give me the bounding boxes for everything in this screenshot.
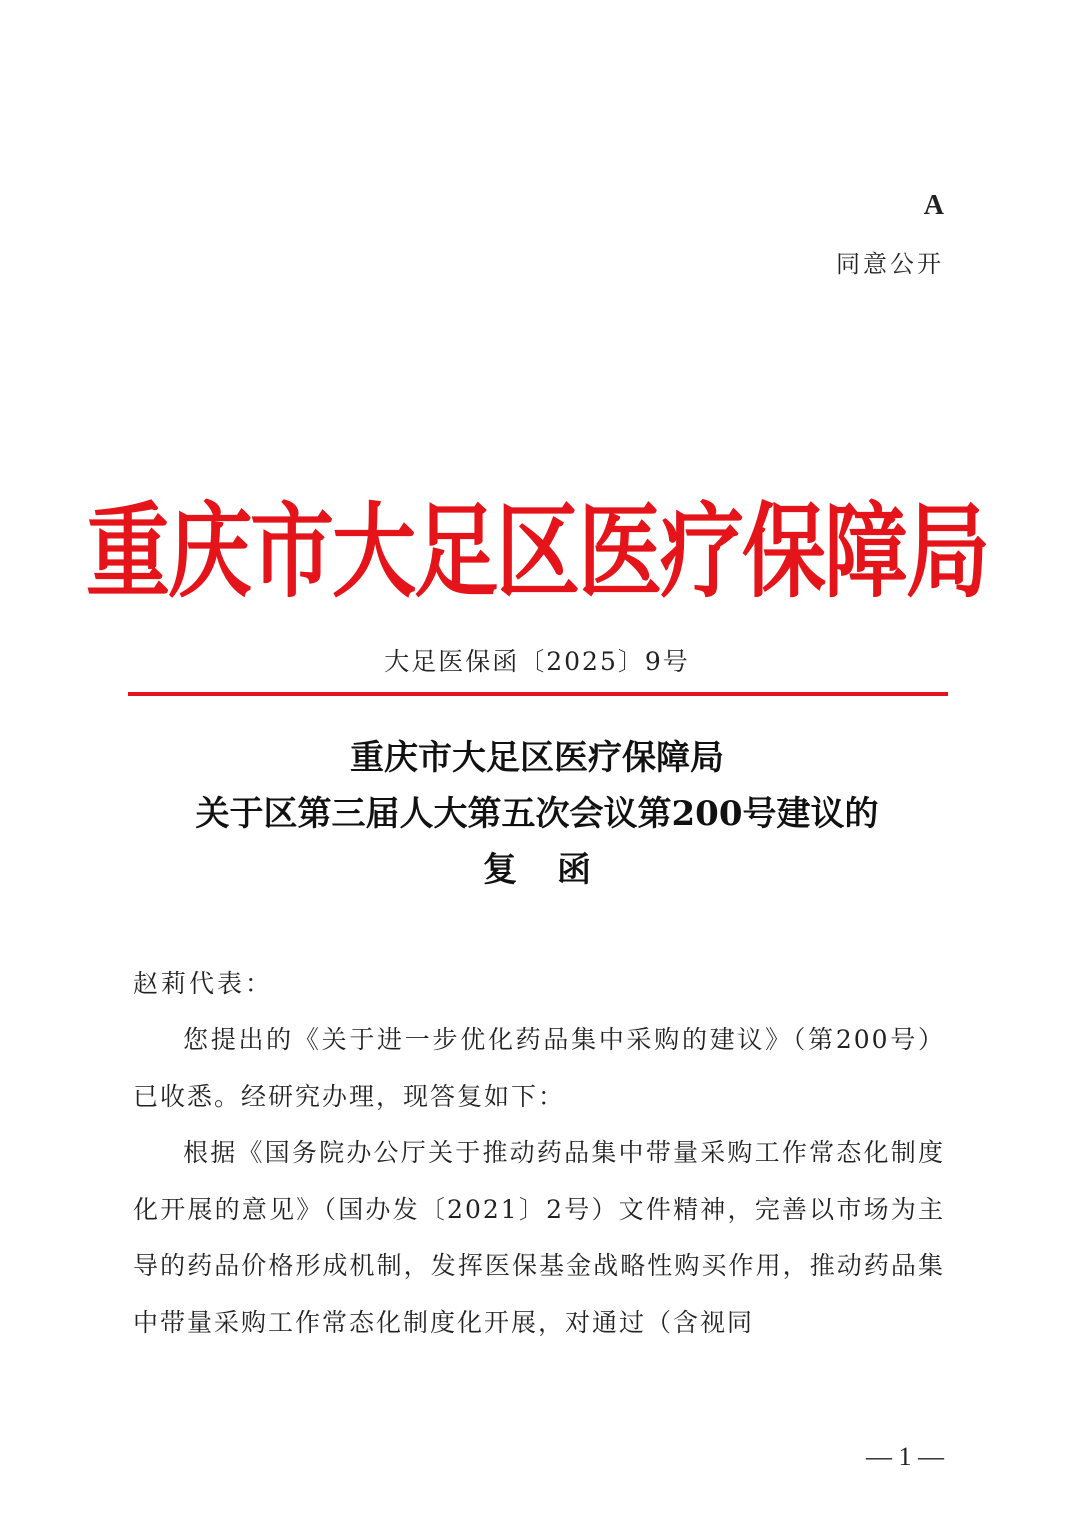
title-line-1: 重庆市大足区医疗保障局 <box>350 738 724 778</box>
document-title <box>0 730 1074 898</box>
document-number: 大足医保函〔2025〕9号 <box>384 647 690 676</box>
classification-mark: A <box>923 190 944 221</box>
agency-letterhead: 重庆市大足区医疗保障局 <box>85 490 988 612</box>
title-line-2: 关于区第三届人大第五次会议第200号建议的 <box>195 794 879 834</box>
title-line-3: 复函 <box>483 850 631 890</box>
disclosure-status: 同意公开 <box>836 250 944 278</box>
body-paragraph: 您提出的《关于进一步优化药品集中采购的建议》（第200号）已收悉。经研究办理，现答复如下： <box>133 1025 945 1111</box>
red-divider-line <box>128 692 948 696</box>
page-number: — 1 — <box>866 1442 944 1471</box>
letter-body <box>133 955 945 1351</box>
body-paragraph: 根据《国务院办公厅关于推动药品集中带量采购工作常态化制度化开展的意见》（国办发〔2021〕2号）文件精神，完善以市场为主导的药品价格形成机制，发挥医保基金战略性购买作用，推动药品集中带量采购工作常态化制度化开展，对通过（含视同 <box>133 1138 945 1337</box>
salutation: 赵莉代表： <box>133 969 274 998</box>
